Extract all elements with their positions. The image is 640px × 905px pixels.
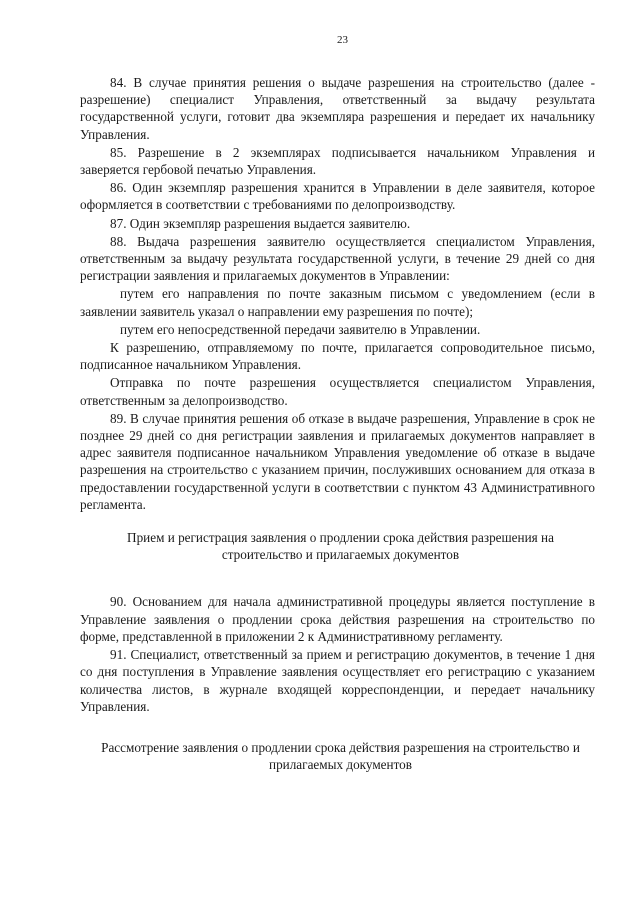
paragraph-91: 91. Специалист, ответственный за прием и регистрацию документов, в течение 1 дня со дня поступления в Управление заявления осуществляет его регистрацию с указанием количества листов, в журнале входящей корреспонденции, и передает начальнику Управления. bbox=[80, 647, 595, 714]
paragraph-86: 86. Один экземпляр разрешения хранится в Управлении в деле заявителя, которое оформляется в соответствии с требованиями по делопроизводству. bbox=[80, 180, 595, 213]
section-heading-review: Рассмотрение заявления о продлении срока действия разрешения на строительство и прилагаемых документов bbox=[101, 739, 580, 773]
paragraph-88-direct: путем его непосредственной передачи заявителю в Управлении. bbox=[120, 321, 481, 337]
paragraph-cover-letter: К разрешению, отправляемому по почте, прилагается сопроводительное письмо, подписанное начальником Управления. bbox=[80, 340, 595, 373]
paragraph-90: 90. Основанием для начала административной процедуры является поступление в Управление заявления о продлении срока действия разрешения на строительство по форме, представленной в приложении 2 к Административному регламенту. bbox=[80, 594, 595, 644]
paragraph-84: 84. В случае принятия решения о выдаче разрешения на строительство (далее - разрешение) специалист Управления, ответственный за выдачу результата государственной услуги, готовит два экземпляра разрешения и передает их начальнику Управления. bbox=[80, 75, 595, 142]
paragraph-88-mail: путем его направления по почте заказным письмом с уведомлением (если в заявлении заявитель указал о направлении ему разрешения по почте); bbox=[80, 286, 595, 319]
section-heading-registration: Прием и регистрация заявления о продлении срока действия разрешения на строительство и прилагаемых документов bbox=[127, 530, 554, 563]
page-number: 23 bbox=[337, 34, 348, 46]
paragraph-85: 85. Разрешение в 2 экземплярах подписывается начальником Управления и заверяется гербовой печатью Управления. bbox=[80, 144, 595, 178]
paragraph-89: 89. В случае принятия решения об отказе в выдаче разрешения, Управление в срок не позднее 29 дней со дня регистрации заявления и прилагаемых документов направляет в адрес заявителя подписанное начальником Управления уведомление об отказе в выдаче разрешения на строительство с указанием причин, послуживших основанием для отказа в предоставлении государственной услуги в соответствии с пунктом 43 Административного регламента. bbox=[80, 410, 595, 512]
paragraph-87: 87. Один экземпляр разрешения выдается заявителю. bbox=[110, 215, 411, 231]
paragraph-88: 88. Выдача разрешения заявителю осуществляется специалистом Управления, ответственным за выдачу результата государственной услуги, в течение 29 дней со дня регистрации заявления и прилагаемых документов в Управлении: bbox=[80, 233, 595, 284]
paragraph-mail-dispatch: Отправка по почте разрешения осуществляется специалистом Управления, ответственным за делопроизводство. bbox=[80, 375, 595, 408]
